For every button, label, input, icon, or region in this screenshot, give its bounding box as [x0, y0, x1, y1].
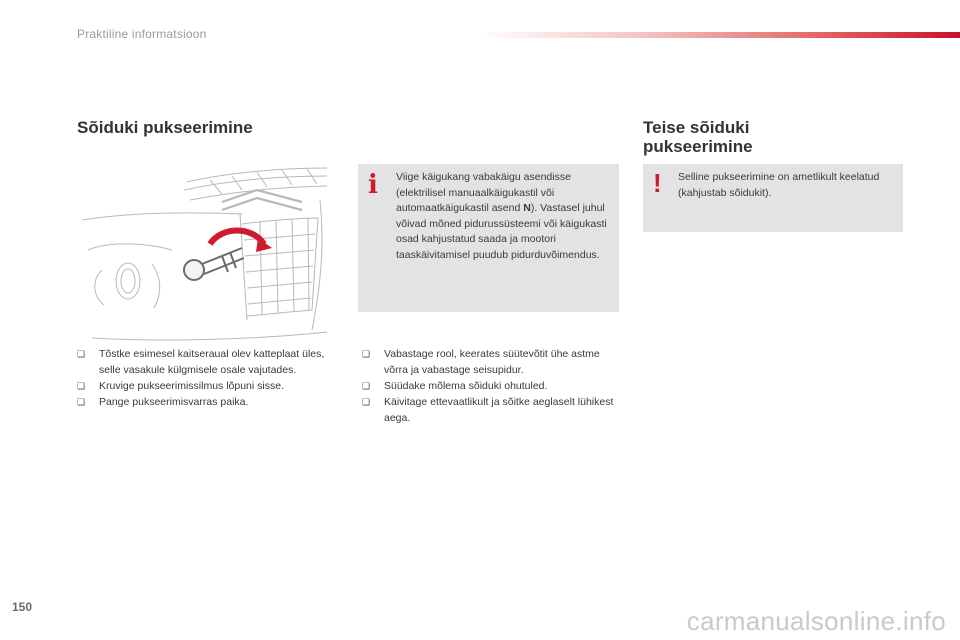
info-text-part: ). Vastasel juhul võivad mõned pidurussüsteemi või käigukasti osad kahjustatud saada ja mootori taaskäivitamisel puudub pidurduvõimendus.	[396, 202, 607, 261]
list-item	[77, 378, 342, 394]
warning-note	[643, 164, 903, 232]
warning-note-text: Selline pukseerimine on ametlikult keelatud (kahjustab sõidukit).	[678, 171, 880, 199]
step-text: Pange pukseerimisvarras paika.	[99, 396, 249, 408]
list-item	[362, 394, 617, 426]
info-icon: i	[368, 170, 378, 200]
page-number: 150	[12, 600, 33, 614]
step-text: Kruvige pukseerimissilmus lõpuni sisse.	[99, 380, 284, 392]
towing-vehicle-title: Sõiduki pukseerimine	[77, 118, 253, 137]
title-line: Teise sõiduki	[643, 118, 750, 137]
watermark-text: carmanualsonline.info	[686, 606, 946, 636]
step-text: Käivitage ettevaatlikult ja sõitke aeglaselt lühikest aega.	[384, 396, 614, 424]
info-note	[358, 164, 619, 312]
step-text: Vabastage rool, keerates süütevõtit ühe astme võrra ja vabastage seisupidur.	[384, 348, 600, 376]
preparation-steps-list	[362, 346, 617, 426]
checkbox-icon: ❑	[77, 349, 86, 359]
towing-eye-illustration	[72, 160, 340, 342]
list-item	[362, 346, 617, 378]
page-section-title: Praktiline informatsioon	[77, 27, 207, 41]
towing-other-vehicle-title	[643, 118, 843, 156]
checkbox-icon: ❑	[362, 381, 371, 391]
step-text: Tõstke esimesel kaitseraual olev katteplaat üles, selle vasakule külgmisele osale vajutades.	[99, 348, 325, 376]
warning-icon: !	[653, 168, 662, 198]
checkbox-icon: ❑	[362, 349, 371, 359]
towing-steps-list	[77, 346, 342, 410]
list-item	[77, 346, 342, 378]
list-item	[362, 378, 617, 394]
checkbox-icon: ❑	[77, 381, 86, 391]
checkbox-icon: ❑	[77, 397, 86, 407]
title-line: pukseerimine	[643, 137, 753, 156]
checkbox-icon: ❑	[362, 397, 371, 407]
info-note-text	[396, 170, 611, 263]
header-gradient-bar	[478, 32, 960, 38]
info-text-part: Viige käigukang vabakäigu asendisse (elektrilisel manuaalkäigukastil või automaatkäigukastil asend	[396, 171, 571, 214]
step-text: Süüdake mõlema sõiduki ohutuled.	[384, 380, 548, 392]
info-text-bold: N	[523, 202, 531, 214]
list-item	[77, 394, 342, 410]
